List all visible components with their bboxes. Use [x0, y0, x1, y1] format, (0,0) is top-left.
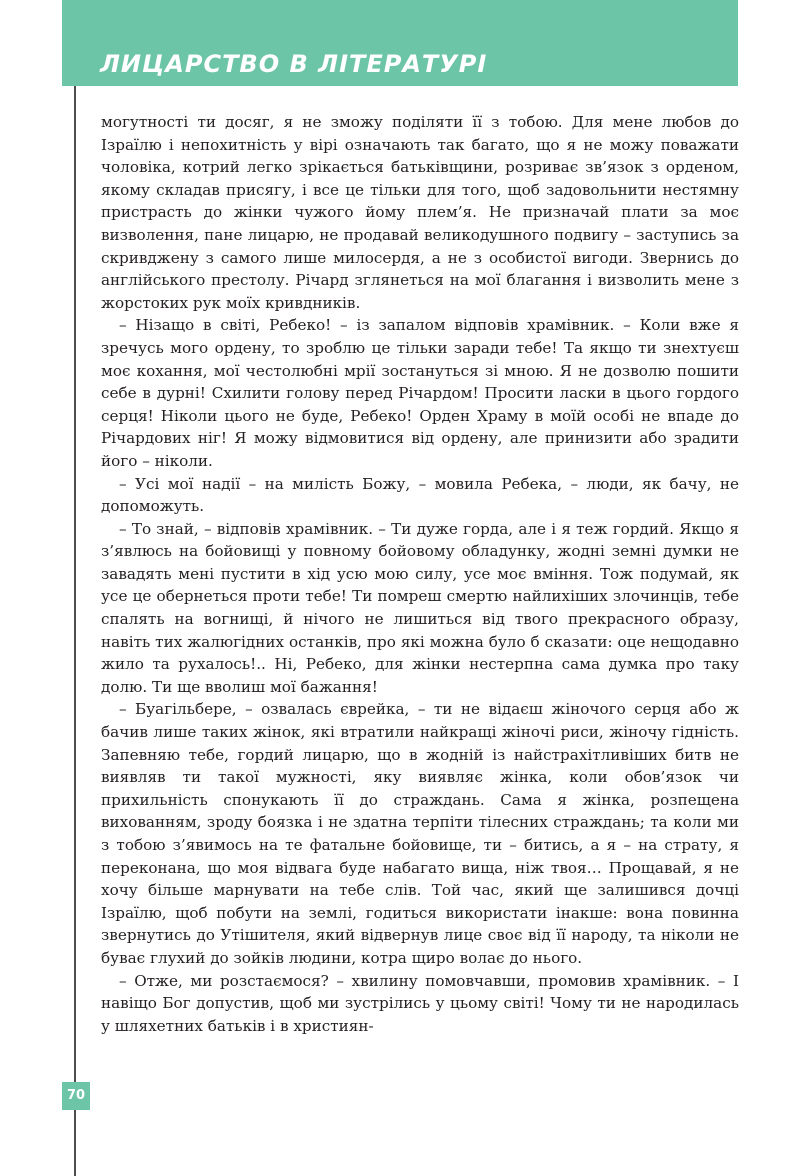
margin-rule: [74, 86, 76, 1176]
section-title: ЛИЦАРСТВО В ЛІТЕРАТУРІ: [100, 50, 488, 78]
paragraph: – Буагільбере, – озвалась єврейка, – ти не відаєш жіночого серця або ж бачив лише таких жінок, які втратили найкращі жіночі риси, жіночу гідність. Запевняю тебе, гордий лицарю, що в жодній із найстрахітливіших битв не виявляв ти такої мужності, яку виявляє жінка, коли обов’язок чи прихильність спонукають її до страждань. Сама я жінка, розпещена вихованням, зроду боязка і не здатна терпіти тілесних страждань; та коли ми з тобою з’явимось на те фатальне бойовище, ти – битись, а я – на страту, я переконана, що моя відвага буде набагато вища, ніж твоя… Прощавай, я не хочу більше марнувати на тебе слів. Той час, який ще залишився дочці Ізраїлю, щоб побути на землі, годиться використати інакше: вона повинна звернутись до Утішителя, який відвернув лице своє від її народу, та ніколи не буває глухий до зойків людини, котра щиро волає до нього.: [101, 700, 739, 967]
paragraph: – Нізащо в світі, Ребеко! – із запалом відповів храмівник. – Коли вже я зречусь мого ордену, то зроблю це тільки заради тебе! Та якщо ти знехтуєш моє кохання, мої честолюбні мрії зостануться зі мною. Я не дозволю пошити себе в дурні! Схилити голову перед Річардом! Просити ласки в цього гордого серця! Ніколи цього не буде, Ребеко! Орден Храму в моїй особі не впаде до Річардових ніг! Я можу відмовитися від ордену, але принизити або зрадити його – ніколи.: [101, 316, 739, 470]
paragraph: – Отже, ми розстаємося? – хвилину помовчавши, промовив храмівник. – І навіщо Бог допустив, щоб ми зустрілись у цьому світі! Чому ти не народилась у шляхетних батьків і в християн-: [101, 971, 739, 1035]
paragraph: могутності ти досяг, я не зможу поділяти її з тобою. Для мене любов до Ізраїлю і непохитність у вірі означають так багато, що я не можу поважати чоловіка, котрий легко зрікається батьківщини, розриває зв’язок з орденом, якому складав присягу, і все це тільки для того, щоб задовольнити нестямну пристрасть до жінки чужого йому плем’я. Не призначай плати за моє визволення, пане лицарю, не продавай великодушного подвигу – заступись за скривджену з самого лише милосердя, а не з особистої вигоди. Звернись до англійського престолу. Річард зглянеться на мої благання і визволить мене з жорстоких рук моїх кривдників.: [101, 113, 739, 312]
paragraph: – Усі мої надії – на милість Божу, – мовила Ребека, – люди, як бачу, не допоможуть.: [101, 474, 739, 516]
page-number: 70: [62, 1082, 90, 1110]
text-column: [101, 111, 739, 1037]
paragraph: – То знай, – відповів храмівник. – Ти дуже горда, але і я теж гордий. Якщо я з’явлюсь на бойовищі у повному бойовому обладунку, жодні земні думки не завадять мені пустити в хід усю мою силу, усе моє вміння. Тож подумай, як усе це обернеться проти тебе! Ти помреш смертю найлихіших злочинців, тебе спалять на вогнищі, й нічого не лишиться від твого прекрасного образу, навіть тих жалюгідних останків, про які можна було б сказати: оце нещодавно жило та рухалось!.. Ні, Ребеко, для жінки нестерпна сама думка про таку долю. Ти ще вволиш мої бажання!: [101, 519, 739, 696]
